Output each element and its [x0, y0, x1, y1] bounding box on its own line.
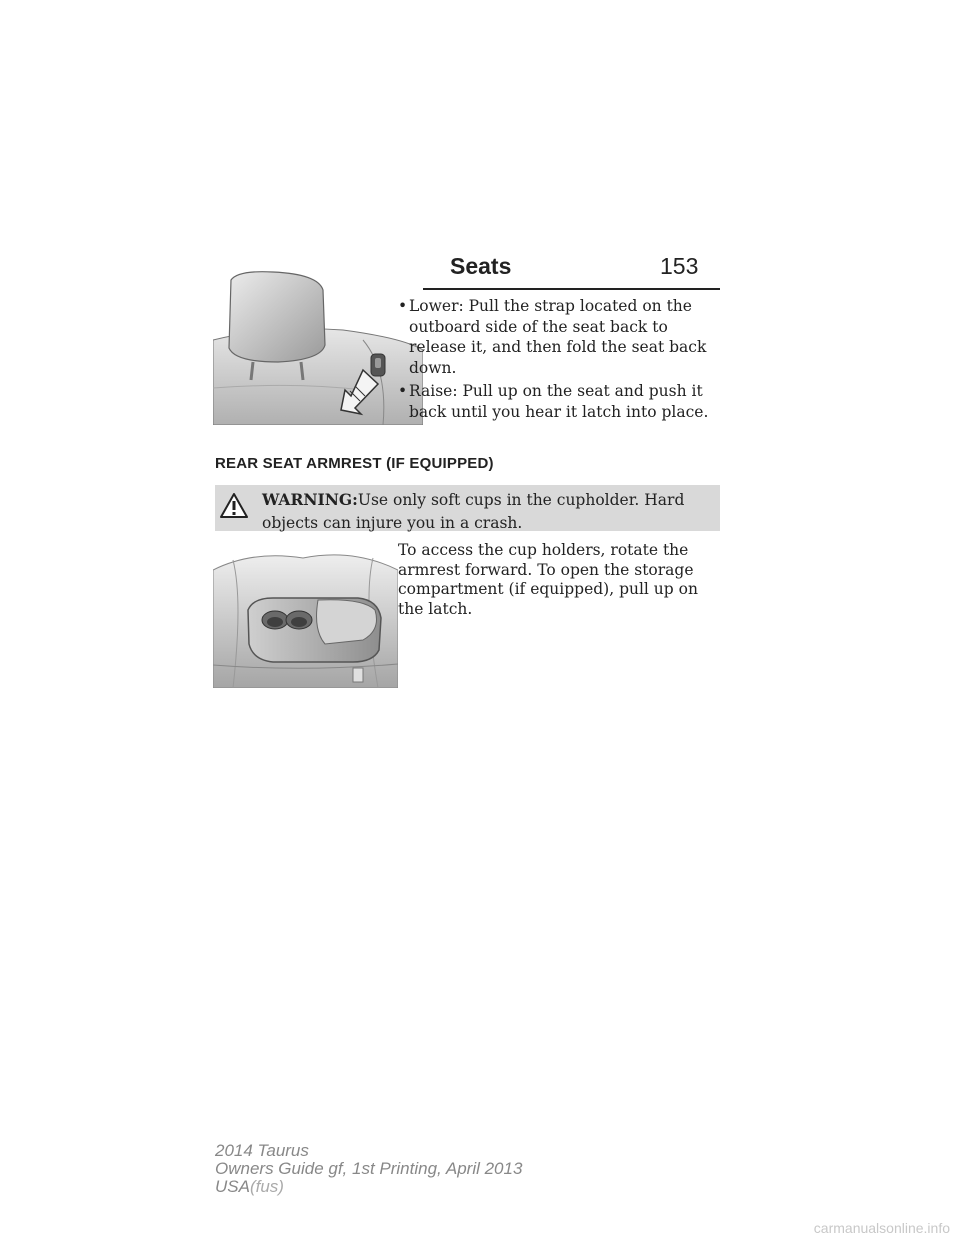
seat-back-release-illustration	[213, 270, 423, 425]
watermark: carmanualsonline.info	[813, 1220, 950, 1236]
bullet-icon: •	[398, 382, 408, 400]
footer-model: 2014 Taurus	[215, 1141, 309, 1160]
page-section-title: Seats	[450, 253, 512, 279]
warning-text: WARNING:Use only soft cups in the cupholder. Hard objects can injure you in a crash.	[262, 490, 685, 532]
section-heading: REAR SEAT ARMREST (IF EQUIPPED)	[215, 455, 494, 472]
warning-triangle-icon	[219, 492, 249, 519]
page-number: 153	[660, 253, 699, 279]
seat-back-instructions	[398, 296, 728, 425]
footer	[215, 1142, 522, 1196]
list-item: • Lower: Pull the strap located on the outboard side of the seat back to release it, and then fold the seat back down.	[398, 297, 707, 377]
footer-edition: Owners Guide gf, 1st Printing, April 2013	[215, 1159, 523, 1178]
list-item: • Raise: Pull up on the seat and push it back until you hear it latch into place.	[398, 382, 709, 421]
armrest-instructions: To access the cup holders, rotate the armrest forward. To open the storage compartment (if equipped), pull up on the latch.	[398, 541, 698, 618]
armrest-cupholder-illustration	[213, 540, 398, 688]
bullet-icon: •	[398, 297, 408, 315]
footer-region: USA(fus)	[215, 1177, 284, 1196]
